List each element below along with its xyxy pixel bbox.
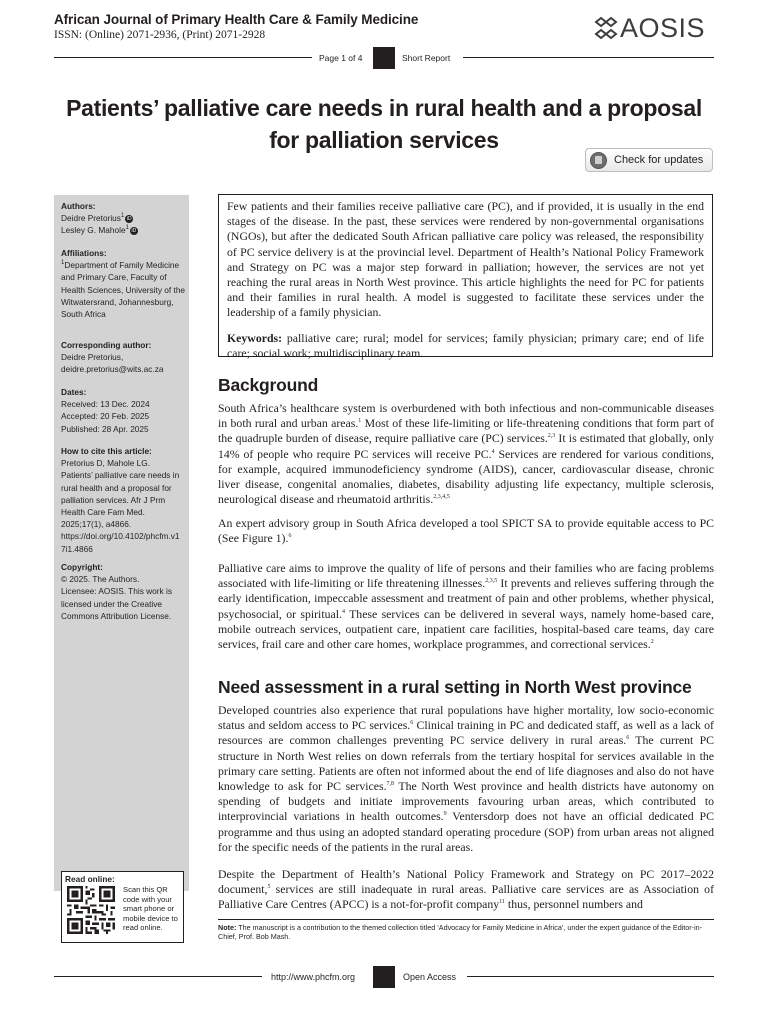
page-label: Page 1 of 4 <box>319 53 363 63</box>
editorial-note: Note: The manuscript is a contribution to the themed collection titled ‘Advocacy for Family Medicine in Africa’, under the expert guidance of the Editor-in-Chief, Prof. Bob Mash. <box>218 923 703 941</box>
keywords-label: Keywords: <box>227 330 283 345</box>
author-1: Deidre Pretorius <box>61 213 121 224</box>
footer-marker <box>373 966 395 988</box>
orcid-icon[interactable]: iD <box>131 228 137 235</box>
check-for-updates-button[interactable] <box>585 148 713 172</box>
footer-rule-left <box>54 976 262 977</box>
authors-block: Authors: Deidre Pretorius$^1$ iD Lesley G. Mahole$^1$ iD <box>61 201 137 236</box>
authors-heading: Authors: <box>61 201 96 211</box>
date-accepted: Accepted: 20 Feb. 2025 <box>61 411 150 422</box>
corresponding-author-block <box>61 339 189 376</box>
journal-title: African Journal of Primary Health Care & Family Medicine <box>54 12 419 27</box>
orcid-icon[interactable]: iD <box>126 216 132 223</box>
corresponding-email[interactable]: deidre.pretorius@wits.ac.za <box>61 364 164 375</box>
check-for-updates-label: Check for updates <box>614 154 704 166</box>
background-paragraph-2: An expert advisory group in South Africa developed a tool SPICT SA to provide equitable access to PC (See Figure 1).$^6$ <box>218 516 714 546</box>
copyright-heading: Copyright: <box>61 562 103 572</box>
keywords-text: palliative care; rural; model for services; family physician; primary care; end of life care; social work; multidisciplinary team. <box>227 330 704 360</box>
header-marker <box>373 47 395 69</box>
citation-text: Pretorius D, Mahole LG. Patients’ palliative care needs in rural health and a proposal for palliation services. Afr J Prm Health Care Fam Med. 2025;17(1), a4866. https://doi.org/10.4102/phcfm.v17i1.4866 <box>61 458 180 554</box>
affiliations-block: Affiliations: $^1$Department of Family Medicine and Primary Care, Faculty of Health Sciences, University of the Witwatersrand, Johannesburg, South Africa <box>61 248 186 320</box>
background-paragraph-3: Palliative care aims to improve the quality of life of persons and their families who are facing problems associated with life-limiting or life threatening illnesses.$^{2,3,5}$ It prevents and relieves suffering through the early identification, impeccable assessment and treatment of pain and other problems, whether physical, psychosocial, or spiritual.$^4$ These services can be delivered in several ways, namely home-based care, mobile outreach services, outpatient care, inpatient care facilities, hospital-based care teams, day care services, frail care and other care homes, workplace programmes, and correctional services.$^2$ <box>218 561 714 652</box>
article-type: Short Report <box>402 53 451 63</box>
aosis-emblem-icon <box>594 16 618 40</box>
need-paragraph-1: Developed countries also experience that rural populations have higher mortality, low socio-economic status and seldom access to PC services.$^6$ Clinical training in PC and dedicated staff, as well as a lack of resources are common challenges preventing PC service delivery in rural areas.$^6$ The current PC structure in North West relies on down referrals from the tertiary hospital for services available in the primary care setting. Patients are often not informed about the end of life diagnoses and also do not have knowledge to ask for PC services.$^{7,8}$ The North West province and health districts have autonomy on spending of budgets and initiate improvements favouring urban areas, which contributed to interprovincial variations in health outcomes.$^9$ Ventersdorp does not have an official dedicated PC programme and thus using an adopted standard operating procedure (SOP) from urban areas not aligned for the specific needs of the patients in the rural areas. <box>218 703 714 854</box>
header-rule-left <box>54 57 312 58</box>
qr-code-icon[interactable] <box>67 886 115 934</box>
background-paragraph-1: South Africa’s healthcare system is overburdened with both infectious and non-communicable diseases in both rural and urban areas.$^1$ Most of these life-limiting or life-threatening conditions that form part of the quadruple burden of disease, require palliative care (PC) services.$^{2,3}$ It is estimated that globally, only 14% of people who require PC services will receive PC.$^4$ Services are rendered for various conditions, for example, acquired immunodeficiency syndrome (AIDS), cancer, cardiovascular disease, chronic liver disease, congenital anomalies, diabetes, disability adjusting life expectancy, multiple sclerosis, neurological disease and rheumatoid arthritis.$^{2,3,4,5}$ <box>218 401 715 507</box>
cite-heading: How to cite this article: <box>61 446 152 456</box>
need-paragraph-2: Despite the Department of Health’s National Policy Framework and Strategy on PC 2017–2022 document,$^5$ services are still inadequate in rural areas. Palliative care services are as Association of Palliative Care Centres (APCC) is a not-for-profit company$^{11}$ thus, personnel numbers and <box>218 867 714 912</box>
affiliations-heading: Affiliations: <box>61 248 107 258</box>
date-published: Published: 28 Apr. 2025 <box>61 423 149 434</box>
publisher-logo <box>594 14 716 42</box>
keywords-line <box>227 331 704 361</box>
abstract-text: Few patients and their families receive palliative care (PC), and if provided, it is usually in the end stages of the disease. In the past, these services were rendered by non-governmental organisations (NGOs), but after the dedicated South African palliative care policy was released, the responsibility of PC service delivery is at the provincial level. Department of Health’s National Policy Framework and Strategy on PC was a major step forward in palliation; however, the services are not yet reaching the rural areas in North West province. This article highlights the need for PC for patients and their families in rural health. A model is suggested to facilitate these services under the leadership of a family physician. <box>227 199 704 320</box>
citation-block <box>61 445 181 555</box>
affiliation-text: Department of Family Medicine and Primary Care, Faculty of Health Sciences, University of the Witwatersrand, Johannesburg, South Africa <box>61 260 186 320</box>
corresponding-name: Deidre Pretorius, <box>61 352 124 363</box>
dates-heading: Dates: <box>61 387 87 397</box>
read-online-box <box>61 871 184 943</box>
corresponding-heading: Corresponding author: <box>61 340 152 350</box>
header-rule-right <box>463 57 714 58</box>
date-received: Received: 13 Dec. 2024 <box>61 399 150 410</box>
author-2: Lesley G. Mahole <box>61 225 126 236</box>
footer-open-access: Open Access <box>403 972 457 982</box>
article-title: Patients’ palliative care needs in rural health and a proposal for palliation services <box>66 95 702 153</box>
need-assessment-heading: Need assessment in a rural setting in North West province <box>218 677 692 697</box>
note-rule <box>218 919 714 920</box>
qr-instructions: Scan this QR code with your smart phone or mobile device to read online. <box>123 885 178 933</box>
journal-issn: ISSN: (Online) 2071-2936, (Print) 2071-2928 <box>54 29 266 41</box>
background-heading: Background <box>218 375 319 395</box>
copyright-block <box>61 561 177 622</box>
publisher-name: AOSIS <box>620 12 706 43</box>
footer-url-link[interactable]: http://www.phcfm.org <box>271 972 356 982</box>
crossmark-icon <box>590 152 607 169</box>
abstract-box <box>218 194 713 360</box>
read-online-heading: Read online: <box>65 874 115 884</box>
footer-rule-right <box>467 976 714 977</box>
copyright-text: © 2025. The Authors. Licensee: AOSIS. This work is licensed under the Creative Commons Attribution License. <box>61 574 172 621</box>
dates-block <box>61 386 189 435</box>
